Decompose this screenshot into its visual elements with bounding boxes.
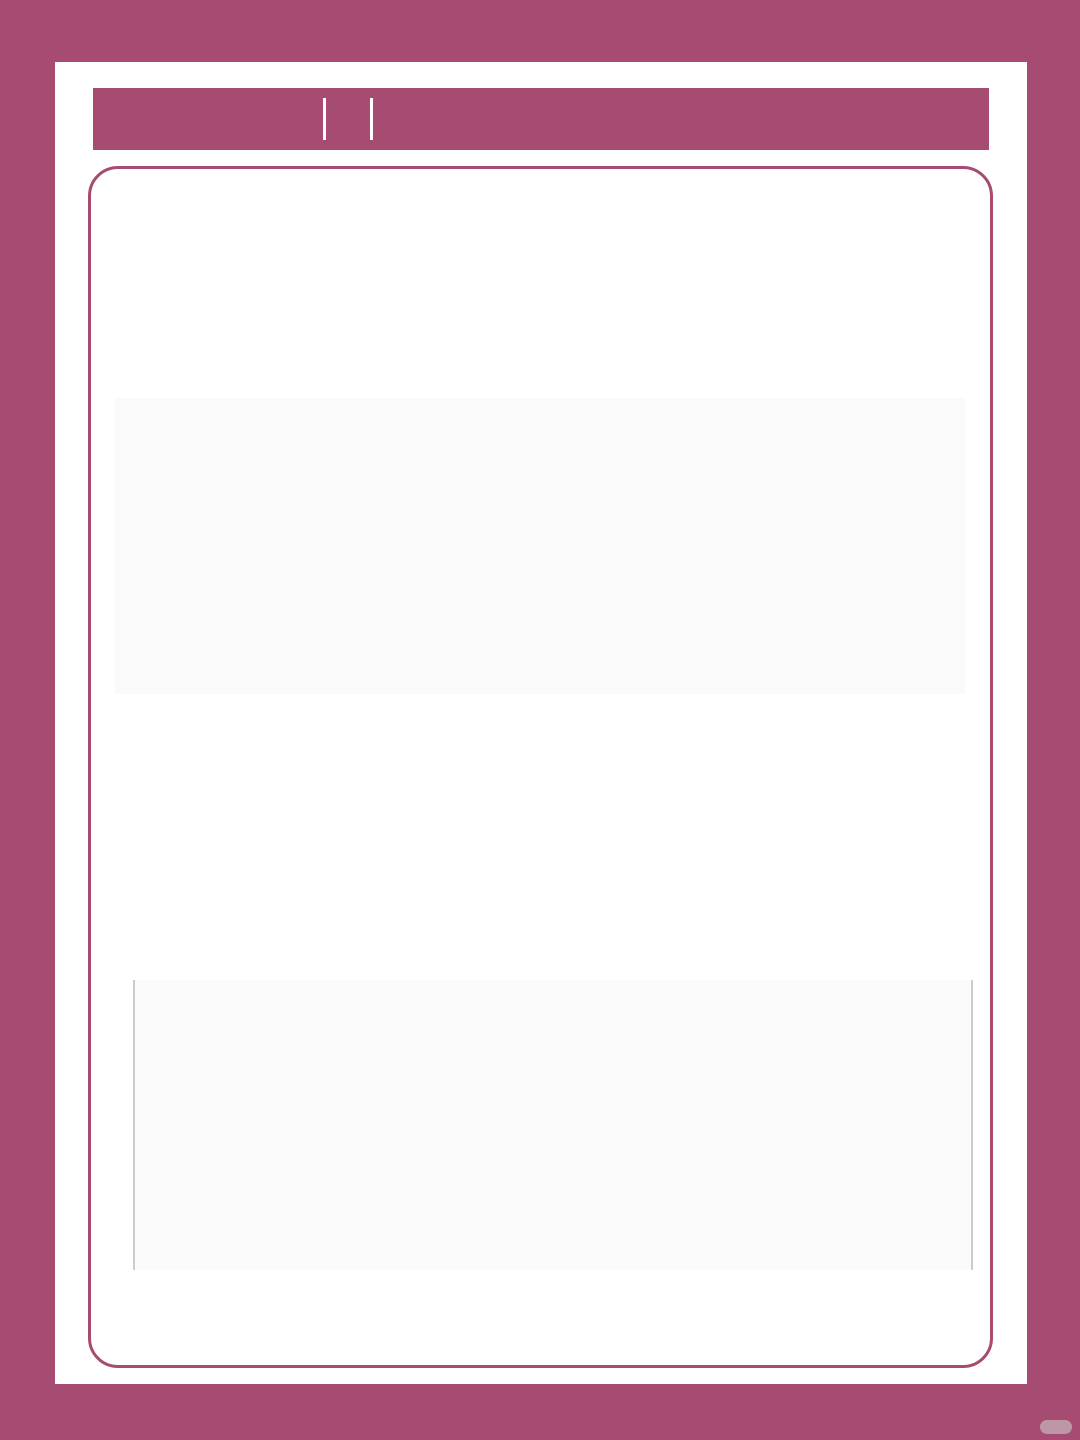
- chart-group-men: [133, 980, 973, 1270]
- banner-divider-left: [323, 98, 326, 140]
- chart-group-skincare: [115, 398, 965, 694]
- content-paper: [55, 62, 1027, 1384]
- banner-divider-right: [370, 98, 373, 140]
- watermark-badge: [1040, 1420, 1072, 1434]
- section-banner: [93, 88, 989, 150]
